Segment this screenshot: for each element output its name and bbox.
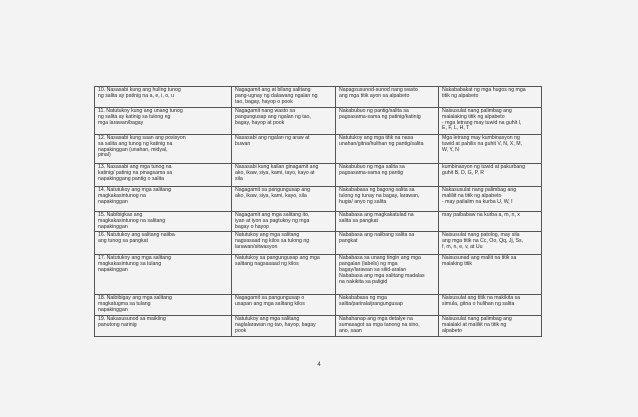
table-cell-col4: Nakababakat ng mga hugos ng mga titik ng alpabeto [439,87,542,108]
table-cell-col4: Naisusunad ang maliit na titik sa malaking titik [439,255,542,295]
table-cell-col1: 19. Nakasusunod sa maikling panutong narinig [95,316,232,337]
table-cell-col3: Nakababasa ng bagong salita sa tulong ng tunay na bagay, larawan, hugis/ anyo ng salita [336,186,439,211]
table-cell-col4: Naisusulat ang titik na makikita sa simula, gitna o hulihan ng salita [439,295,542,316]
table-row [95,232,542,255]
table-cell-col2: Natutukoy sa pangungusap ang mga salitang nagsasaad ng kilos [232,255,336,295]
table-row [95,295,542,316]
page-number: 4 [317,362,321,368]
table-cell-col3: Napagsusunod-sunod nang wasto ang mga titik ayon sa alpabeto [336,87,439,108]
table-cell-col1: 16. Natutukoy ang salitang naiiba ang tunog sa pangkat [95,232,232,255]
table-cell-col4: may paibabaw na kurba a, m, n, x [439,211,542,232]
table-cell-col2: Nagagamit ang mga salitang ito, iyan at iyon sa pagtukoy ng mga bagay o hayop [232,211,336,232]
table-row [95,211,542,232]
table-cell-col4: Nakasusulat nang palimbag ang maliliit na titik ng alpabeto - may pailalim na kurba U, W, I [439,186,542,211]
table-row [95,107,542,134]
table-cell-col2: Nagagamit sa pangungusap ang ako, ikaw, siya, kami, kayo, sila [232,186,336,211]
table-row [95,134,542,163]
table-body [95,87,542,337]
table-cell-col3: Natutukoy ang mga titik na nasa unahan/gitna/hulihan ng pantig/salita [336,134,439,163]
table-cell-col3: Nababasa sa unang tingin ang mga pangalan (labels) ng mga bagay/larawan sa silid-aralan Nababasa ang mga salitang madalas na nakikita sa paligid [336,255,439,295]
table-cell-col2: Nasasabi ang ngalan ng araw at buwan [232,134,336,163]
table-cell-col4: Naisusulat nang palimbag ang malalaki at maliliit na titik ng alpabeto [439,316,542,337]
table-cell-col3: Nababasa ang magkakatulad na salita sa pangkat [336,211,439,232]
table-cell-col2: Natutukoy ang mga salitang nagsasaad ng kilos sa tulong ng larawan/sitwasyon [232,232,336,255]
table-cell-col4: Naisusulat nang patolog, may sila ang mga titik na Cc, Oo, Qq, Jj, Ss, f, m, n, e, v, at Uu [439,232,542,255]
table-cell-col1: 10. Nasasabi kung ang huling tunog ng salita ay patinig na a, e, i, o, u [95,87,232,108]
table-cell-col4: Mga letrang may kumbinasyon ng tuwid at pahilis na guhit V, N, X, M, W, Y, N [439,134,542,163]
table-cell-col1: 14. Natutukoy ang mga salitang magkakasintunog na napakinggan [95,186,232,211]
table-cell-col2: Natutukoy ang mga salitang naglalarawan ng tao, hayop, bagay pook [232,316,336,337]
table-cell-col4: Naisusulat nang palimbag ang malalaking titik ng alpabeto - mga letrang may tuwid na guhit l, E, F, L, H, T [439,107,542,134]
table-cell-col3: Nakabubuo ng pantig/salita sa pagsasama-sama ng patinig/katinig [336,107,439,134]
table-cell-col3: Nababasa ang naiibang salita sa pangkat [336,232,439,255]
table-cell-col4: kumbinasyon ng tuwid at pakurbang guhit B, D, G, P, R [439,163,542,186]
table-cell-col1: 18. Naibibigay ang mga salitang magkatugma sa tulang napakinggan [95,295,232,316]
table-cell-col1: 13. Nasasabi ang mga tunog na katinig/ patinig na pinagsama sa napakinggang pantig o salita [95,163,232,186]
competency-table [94,86,542,337]
table-cell-col2: Nasasabi kung kailan ginagamit ang ako, ikaw, siya, kami, tayo, kayo at sila [232,163,336,186]
table-cell-col1: 11. Natutukoy kung ang unang tunog ng salita ay katinig sa tulong ng mga larawan/bagay [95,107,232,134]
table-cell-col3: Nakababasa ng mga salita/parirala/pangungusap [336,295,439,316]
table-row [95,316,542,337]
table-cell-col1: 12. Nasasabi kung saan ang posisyon sa salita ang tunog ng katinig na napakinggan (unahan, midyal, pinal) [95,134,232,163]
table-row [95,186,542,211]
table-cell-col1: 17. Natutukoy ang mga salitang magkakasintunog sa tulang napakinggan [95,255,232,295]
table-row [95,87,542,108]
table-cell-col2: Nagagamit sa pangungusap o usapan ang mga salitang kilos [232,295,336,316]
table-cell-col1: 15. Nabibigkas ang magkakasintunog na salitang napakinggan [95,211,232,232]
table-row [95,255,542,295]
table-cell-col2: Nagagamit ang at bilang salitang pang-ugnay ng dalawang ngalan ng tao, bagay, hayop o pook [232,87,336,108]
table-cell-col2: Nagagamit nang wasto sa pangungusap ang ngalan ng tao, bagay, hayop at pook [232,107,336,134]
table-cell-col3: Nakabubuo ng mga salita sa pagsasama-sama ng pantig [336,163,439,186]
table-cell-col3: Nahahanap ang mga detalye na sumasagot sa mga tanong na sino, ano, saan [336,316,439,337]
table-row [95,163,542,186]
